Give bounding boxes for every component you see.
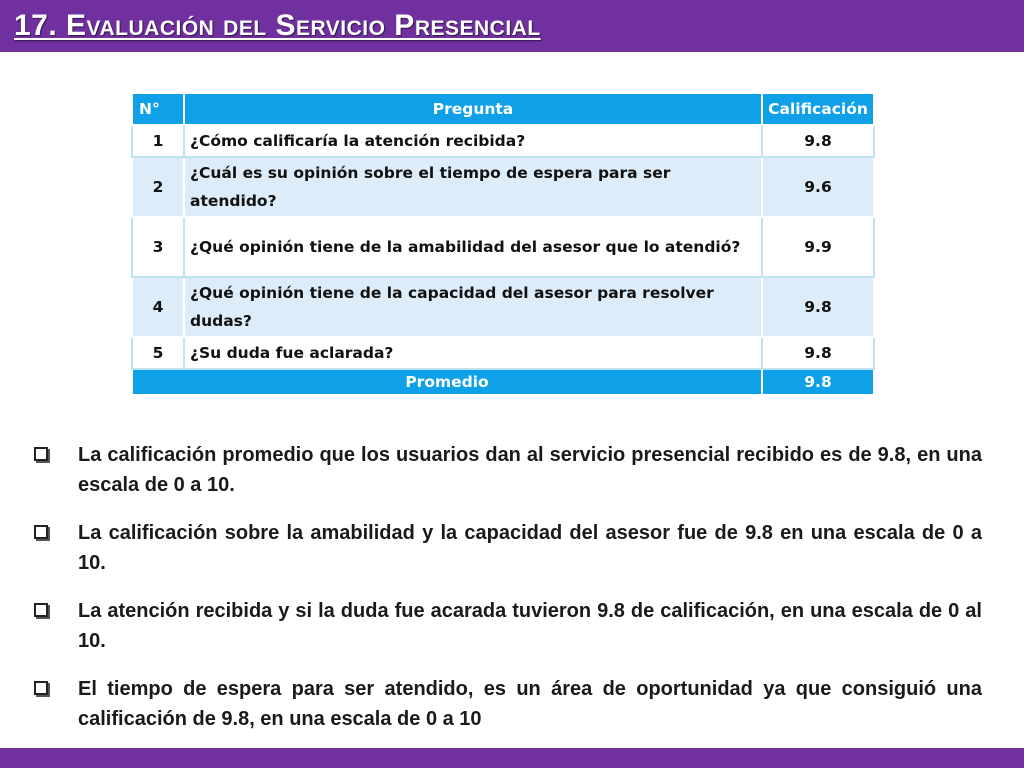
row-number: 1 [132,125,184,157]
evaluation-table [131,92,875,396]
row-score: 9.6 [762,157,874,217]
header-question: Pregunta [184,93,762,125]
row-question: ¿Qué opinión tiene de la capacidad del asesor para resolver dudas? [184,277,762,337]
list-item [34,518,982,578]
bullet-text: La calificación promedio que los usuarios dan al servicio presencial recibido es de 9.8, en una escala de 0 a 10. [78,444,982,496]
list-item [34,440,982,500]
checkbox-bullet-icon [34,681,48,695]
row-number: 5 [132,337,184,369]
table-header-row [132,93,874,125]
row-number: 3 [132,217,184,277]
row-number: 2 [132,157,184,217]
row-score: 9.8 [762,125,874,157]
list-item [34,674,982,734]
bullet-text: El tiempo de espera para ser atendido, es un área de oportunidad ya que consiguió una calificación de 9.8, en una escala de 0 a 10 [78,678,982,730]
table-footer-row [132,369,874,395]
evaluation-table-container [131,92,873,396]
average-score: 9.8 [762,369,874,395]
header-score: Calificación [762,93,874,125]
table-row [132,277,874,337]
row-score: 9.8 [762,277,874,337]
row-score: 9.8 [762,337,874,369]
row-number: 4 [132,277,184,337]
checkbox-bullet-icon [34,603,48,617]
header-number: N° [132,93,184,125]
conclusions-list [34,440,982,752]
row-question: ¿Cómo calificaría la atención recibida? [184,125,762,157]
slide-title: 17. Evaluación del Servicio Presencial [14,9,541,42]
table-row [132,337,874,369]
table-row [132,217,874,277]
average-label: Promedio [132,369,762,395]
checkbox-bullet-icon [34,525,48,539]
table-row [132,125,874,157]
row-question: ¿Qué opinión tiene de la amabilidad del asesor que lo atendió? [184,217,762,277]
row-score: 9.9 [762,217,874,277]
checkbox-bullet-icon [34,447,48,461]
bullet-text: La atención recibida y si la duda fue acarada tuvieron 9.8 de calificación, en una escala de 0 al 10. [78,600,982,652]
bottom-bar [0,748,1024,768]
row-question: ¿Su duda fue aclarada? [184,337,762,369]
title-bar [0,0,1024,52]
bullet-text: La calificación sobre la amabilidad y la capacidad del asesor fue de 9.8 en una escala de 0 a 10. [78,522,982,574]
table-row [132,157,874,217]
row-question: ¿Cuál es su opinión sobre el tiempo de espera para ser atendido? [184,157,762,217]
list-item [34,596,982,656]
